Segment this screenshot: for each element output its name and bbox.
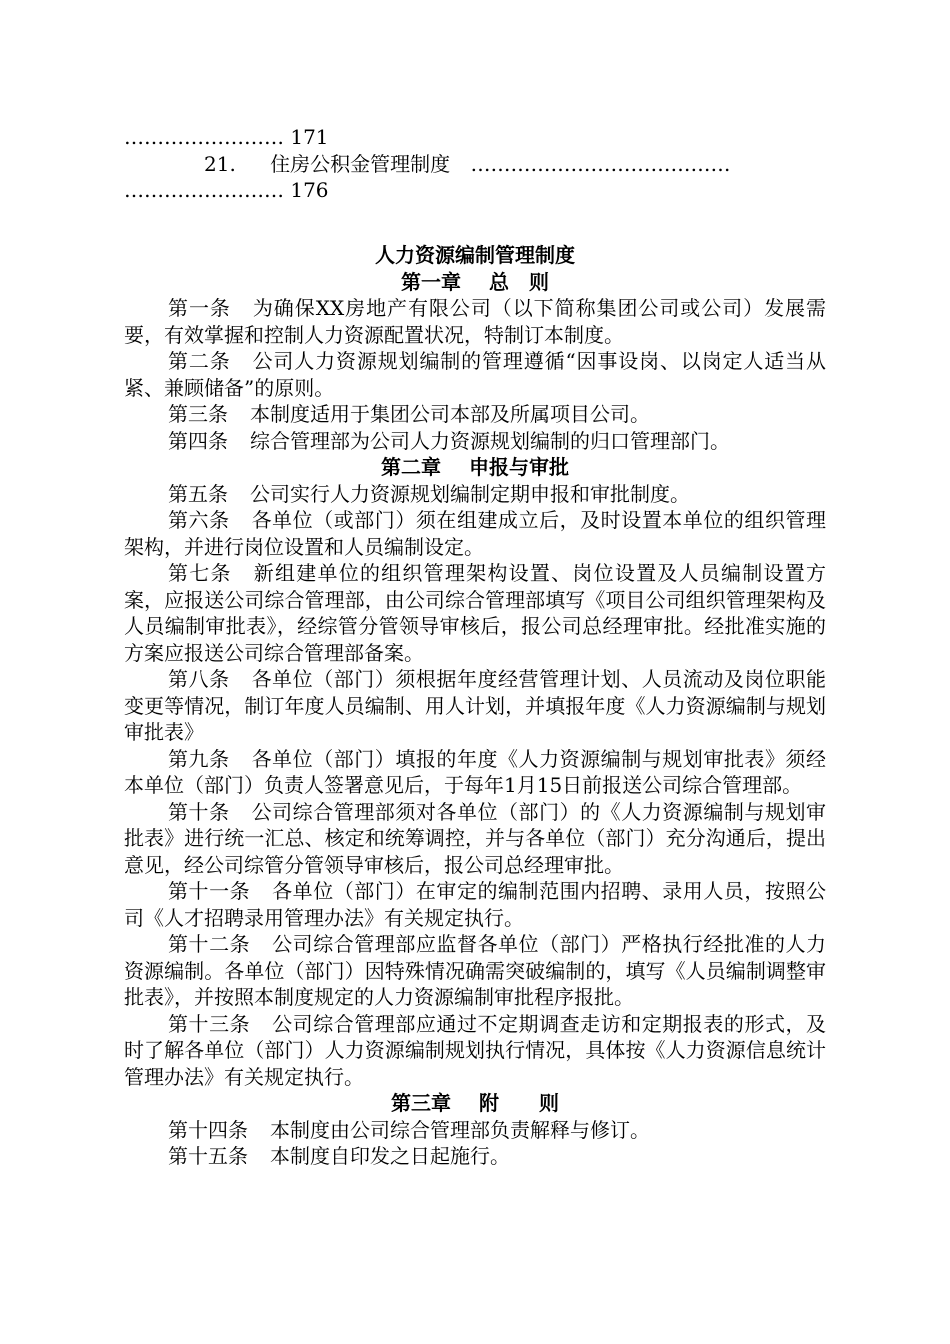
chapter-title: 申报与审批	[469, 455, 569, 479]
article-8	[124, 666, 826, 746]
article-9	[124, 746, 826, 799]
chapter-title: 附 则	[479, 1091, 559, 1115]
article-label: 第七条	[168, 561, 232, 585]
article-text: 本制度由公司综合管理部负责解释与修订。	[270, 1117, 650, 1142]
article-7	[124, 560, 826, 666]
article-text: 本制度适用于集团公司本部及所属项目公司。	[250, 402, 650, 426]
article-11	[124, 878, 826, 931]
document-page	[124, 124, 826, 1170]
article-text: 各单位（部门）在审定的编制范围内招聘、录用人员，按照公司《人才招聘录用管理办法》有关规定执行。	[124, 879, 827, 930]
toc-leader-dots: ……………………	[124, 178, 284, 202]
article-label: 第二条	[168, 349, 231, 373]
toc-item-number: 21.	[204, 151, 236, 176]
toc-page-number: 171	[290, 125, 329, 149]
article-text: 各单位（或部门）须在组建成立后，及时设置本单位的组织管理架构，并进行岗位设置和人员编制设定。	[124, 508, 827, 559]
toc-line-2	[124, 151, 826, 178]
article-4	[124, 428, 826, 455]
article-13	[124, 1011, 826, 1091]
article-text: 公司综合管理部须对各单位（部门）的《人力资源编制与规划审批表》进行统一汇总、核定和统筹调控，并与各单位（部门）充分沟通后，提出意见，经公司综管分管领导审核后，报公司总经理审批。	[124, 799, 827, 877]
article-14	[124, 1117, 826, 1144]
toc-leader-dots: ……………………	[124, 125, 284, 149]
article-3	[124, 401, 826, 428]
chapter-label: 第二章	[381, 455, 441, 479]
chapter-heading-3	[124, 1090, 826, 1117]
article-text: 各单位（部门）须根据年度经营管理计划、人员流动及岗位职能变更等情况，制订年度人员编制、用人计划，并填报年度《人力资源编制与规划审批表》	[124, 667, 827, 744]
chapter-label: 第一章	[401, 269, 461, 294]
article-label: 第六条	[168, 508, 230, 532]
chapter-title: 总 则	[489, 269, 549, 294]
article-label: 第一条	[168, 296, 231, 320]
article-text: 公司综合管理部应通过不定期调查走访和定期报表的形式，及时了解各单位（部门）人力资源编制规划执行情况，具体按《人力资源信息统计管理办法》有关规定执行。	[124, 1011, 827, 1089]
toc-item-title: 住房公积金管理制度	[270, 151, 451, 176]
article-text: 公司实行人力资源规划编制定期申报和审批制度。	[250, 481, 690, 506]
article-label: 第十五条	[168, 1144, 248, 1168]
article-label: 第四条	[168, 428, 228, 453]
toc-line-1	[124, 124, 826, 151]
article-10	[124, 799, 826, 879]
article-text: 为确保XX房地产有限公司（以下简称集团公司或公司）发展需要，有效掌握和控制人力资源配置状况，特制订本制度。	[124, 296, 827, 347]
article-text: 综合管理部为公司人力资源规划编制的归口管理部门。	[250, 428, 730, 453]
chapter-heading-1	[124, 269, 826, 296]
article-text: 本制度自印发之日起施行。	[270, 1144, 510, 1168]
article-6	[124, 507, 826, 560]
article-label: 第十条	[168, 799, 230, 824]
article-label: 第九条	[168, 746, 230, 771]
article-text: 公司人力资源规划编制的管理遵循“因事设岗、以岗定人适当从紧、兼顾储备”的原则。	[124, 349, 826, 400]
document-title: 人力资源编制管理制度	[375, 242, 575, 267]
article-label: 第十二条	[168, 932, 251, 956]
article-5	[124, 481, 826, 508]
article-text: 各单位（部门）填报的年度《人力资源编制与规划审批表》须经本单位（部门）负责人签署意见后，于每年1月15日前报送公司综合管理部。	[124, 746, 827, 797]
article-label: 第八条	[168, 667, 230, 691]
article-12	[124, 931, 826, 1011]
article-label: 第十一条	[168, 879, 251, 903]
toc-leader-dots: …………………………………	[470, 151, 731, 176]
article-label: 第十三条	[168, 1011, 251, 1036]
article-label: 第十四条	[168, 1117, 248, 1142]
toc-page-number: 176	[290, 178, 329, 202]
article-label: 第三条	[168, 402, 228, 426]
article-1	[124, 295, 826, 348]
article-15	[124, 1143, 826, 1170]
article-2	[124, 348, 826, 401]
chapter-heading-2	[124, 454, 826, 481]
chapter-label: 第三章	[391, 1091, 451, 1115]
article-label: 第五条	[168, 481, 228, 506]
toc-line-3	[124, 177, 826, 204]
article-text: 新组建单位的组织管理架构设置、岗位设置及人员编制设置方案，应报送公司综合管理部，由公司综合管理部填写《项目公司组织管理架构及人员编制审批表》，经综管分管领导审核后，报公司总经理审批。经批准实施的方案应报送公司综合管理部备案。	[124, 561, 827, 665]
article-text: 公司综合管理部应监督各单位（部门）严格执行经批准的人力资源编制。各单位（部门）因特殊情况确需突破编制的，填写《人员编制调整审批表》，并按照本制度规定的人力资源编制审批程序报批。	[124, 932, 827, 1009]
